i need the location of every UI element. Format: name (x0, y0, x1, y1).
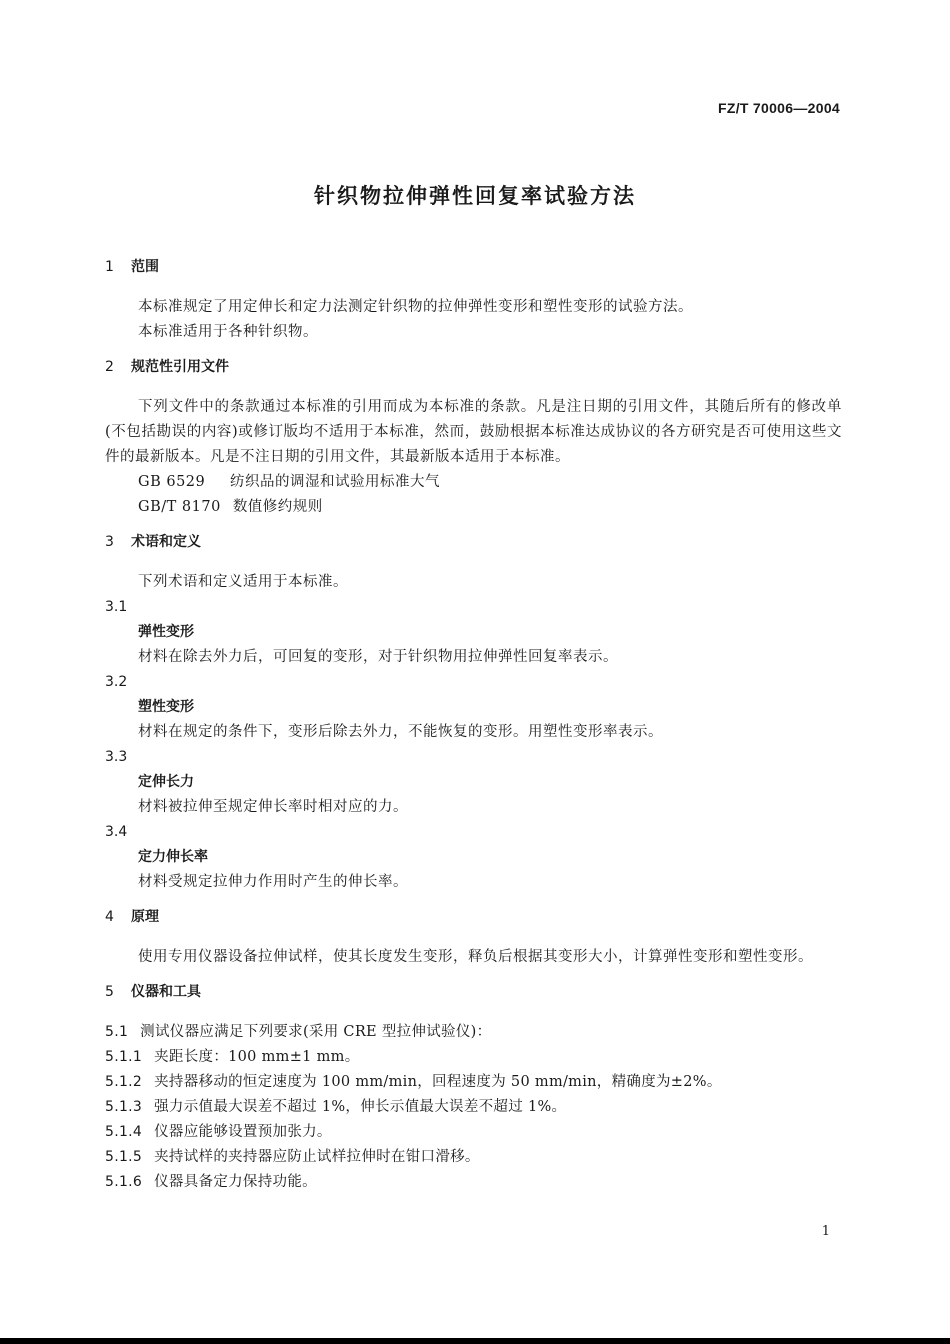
clause-number: 3.1 (105, 599, 128, 615)
section-number: 4 (105, 909, 114, 925)
reference-item (105, 470, 842, 495)
subclause (105, 1095, 842, 1120)
subclause-text: 仪器具备定力保持功能。 (154, 1174, 317, 1190)
subclause-number: 5.1 (105, 1024, 129, 1040)
paragraph: 本标准适用于各种针织物。 (138, 324, 318, 340)
subclause (105, 1070, 842, 1095)
section-heading-scope (105, 255, 842, 280)
reference-code: GB/T 8170 (138, 499, 221, 515)
subclause-number: 5.1.1 (105, 1049, 143, 1065)
subclause (105, 1120, 842, 1145)
subclause (105, 1170, 842, 1195)
section-heading-principle (105, 905, 842, 930)
term-definition: 材料受规定拉伸力作用时产生的伸长率。 (138, 874, 408, 890)
bottom-border (0, 1338, 950, 1344)
section-heading-terms (105, 530, 842, 555)
term-definition: 材料在除去外力后，可回复的变形，对于针织物用拉伸弹性回复率表示。 (138, 649, 618, 665)
subclause-text: 仪器应能够设置预加张力。 (154, 1124, 332, 1140)
subclause-text: 测试仪器应满足下列要求(采用 CRE 型拉伸试验仪)： (140, 1024, 492, 1040)
clause-number: 3.3 (105, 749, 128, 765)
document-body (105, 255, 842, 1195)
section-title: 范围 (131, 259, 159, 275)
subclause-number: 5.1.3 (105, 1099, 143, 1115)
subclause-number: 5.1.6 (105, 1174, 143, 1190)
section-number: 3 (105, 534, 114, 550)
subclause-number: 5.1.2 (105, 1074, 143, 1090)
section-title: 仪器和工具 (131, 984, 201, 1000)
term-name: 弹性变形 (138, 624, 194, 640)
section-heading-normative-references (105, 355, 842, 380)
subclause-number: 5.1.5 (105, 1149, 143, 1165)
section-title: 规范性引用文件 (131, 359, 229, 375)
term-definition: 材料在规定的条件下，变形后除去外力，不能恢复的变形。用塑性变形率表示。 (138, 724, 663, 740)
page-number: 1 (821, 1224, 830, 1239)
paragraph: 本标准规定了用定伸长和定力法测定针织物的拉伸弹性变形和塑性变形的试验方法。 (138, 299, 693, 315)
subclause (105, 1045, 842, 1070)
clause-number: 3.4 (105, 824, 128, 840)
standard-number: FZ/T 70006—2004 (717, 100, 840, 116)
term-name: 定力伸长率 (138, 849, 208, 865)
section-title: 术语和定义 (131, 534, 201, 550)
section-number: 2 (105, 359, 114, 375)
section-heading-apparatus (105, 980, 842, 1005)
paragraph: 使用专用仪器设备拉伸试样，使其长度发生变形，释负后根据其变形大小，计算弹性变形和塑性变形。 (138, 949, 813, 965)
clause-number: 3.2 (105, 674, 128, 690)
section-number: 1 (105, 259, 114, 275)
subclause-number: 5.1.4 (105, 1124, 143, 1140)
section-title: 原理 (131, 909, 159, 925)
subclause-text: 夹距长度：100 mm±1 mm。 (154, 1049, 360, 1065)
reference-name: 纺织品的调湿和试验用标准大气 (230, 474, 440, 490)
term-name: 塑性变形 (138, 699, 194, 715)
reference-name: 数值修约规则 (232, 499, 323, 515)
subclause-text: 夹持试样的夹持器应防止试样拉伸时在钳口滑移。 (154, 1149, 480, 1165)
subclause-text: 夹持器移动的恒定速度为 100 mm/min，回程速度为 50 mm/min，精确度为±2%。 (154, 1074, 722, 1090)
term-name: 定伸长力 (138, 774, 194, 790)
paragraph: 下列术语和定义适用于本标准。 (138, 574, 348, 590)
paragraph: 下列文件中的条款通过本标准的引用而成为本标准的条款。凡是注日期的引用文件，其随后所有的修改单(不包括勘误的内容)或修订版均不适用于本标准，然而，鼓励根据本标准达成协议的各方研究是否可使用这些文件的最新版本。凡是不注日期的引用文件，其最新版本适用于本标准。 (105, 399, 842, 465)
subclause-text: 强力示值最大误差不超过 1%，伸长示值最大误差不超过 1%。 (154, 1099, 567, 1115)
document-title: 针织物拉伸弹性回复率试验方法 (314, 184, 636, 208)
subclause (105, 1020, 842, 1045)
section-number: 5 (105, 984, 114, 1000)
subclause (105, 1145, 842, 1170)
reference-item (105, 495, 842, 520)
term-definition: 材料被拉伸至规定伸长率时相对应的力。 (138, 799, 408, 815)
reference-code: GB 6529 (138, 474, 206, 490)
